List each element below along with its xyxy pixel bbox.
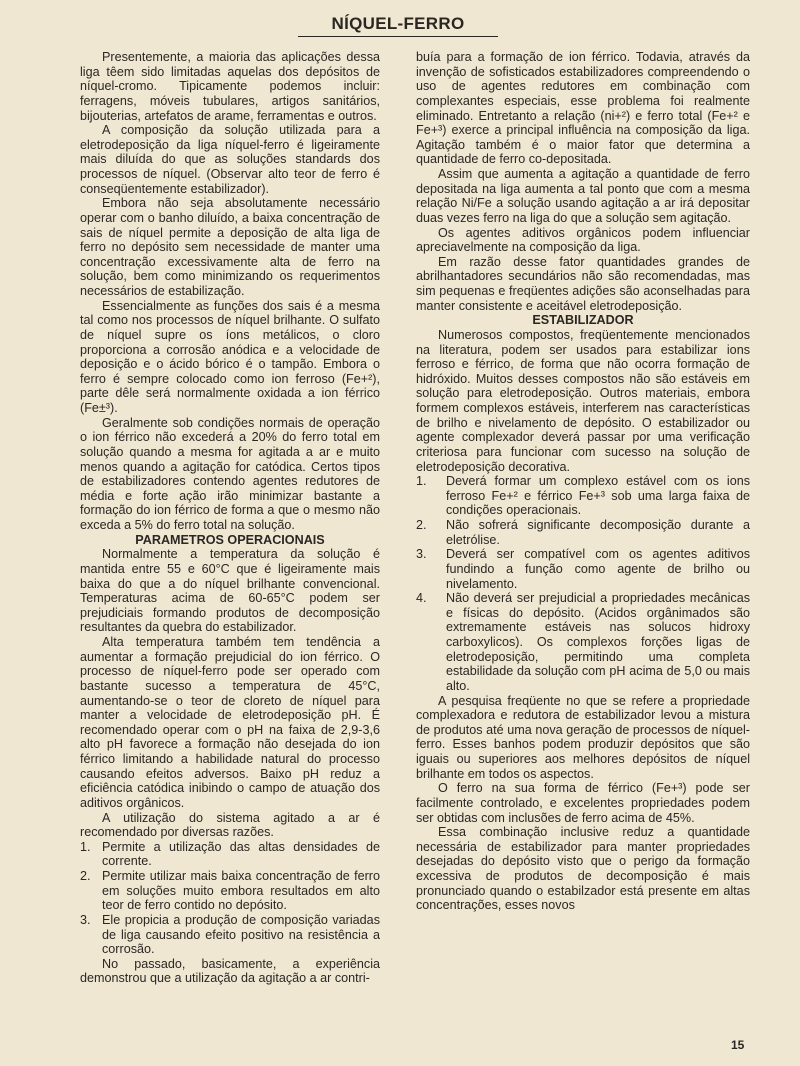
list-text: Deverá formar um complexo estável com os ions ferroso Fe+² e férrico Fe+³ sob uma larga faixa de condições operacionais. [446,474,750,518]
list-item [80,913,380,957]
numbered-list [80,840,380,957]
section-heading: ESTABILIZADOR [532,313,634,328]
list-number: 3. [416,547,427,562]
paragraph: Alta temperatura também tem tendência a aumentar a formação prejudicial do ion férrico. O processo de níquel-ferro pode ser operado com bastante sucesso a temperatura de 45°C, aumentando-se o teor de cloreto de níquel para manter a velocidade de eletrodeposição pH. É recomendado operar com o pH na faixa de 2,9-3,6 alto pH favorece a formação não desejada do ion férrico limitando a habilidade natural do processo causando efeitos adversos. Baixo pH reduz a eficiência catódica inibindo o campo de atuação dos aditivos orgânicos. [80,635,380,810]
list-number: 2. [80,869,91,883]
list-item [416,547,750,591]
list-number: 1. [416,474,427,489]
list-number: 1. [80,839,91,854]
paragraph: Em razão desse fator quantidades grandes de abrilhantadores secundários não são recomendadas, mas sim pequenas e freqüentes adições são aconselhadas para manter consistente e aceitável eletrodeposição. [416,254,750,313]
list-item [416,518,750,547]
paragraph: A utilização do sistema agitado a ar é recomendado por diversas razões. [80,810,380,840]
paragraph: Os agentes aditivos orgânicos podem influenciar apreciavelmente na composição da liga. [416,225,750,255]
list-item [416,591,750,693]
list-text: Não sofrerá significante decomposição durante a eletrólise. [446,518,750,547]
list-text: Deverá ser compatível com os agentes aditivos fundindo a função como agente de brilho ou nivelamento. [446,547,750,591]
page-title: NÍQUEL-FERRO [298,12,498,37]
paragraph: Numerosos compostos, freqüentemente mencionados na literatura, podem ser usados para estabilizar ions ferroso e férrico, de forma que não ocorra formação de hidróxido. Muitos desses compostos não são estáveis em solução para eletrodeposição. Outros materiais, embora formem complexos estáveis, interferem nas características de brilho e nivelamento de depósito. O estabilizador ou agente complexador deverá passar por uma verificação criteriosa para funcionar com sucesso na solução de eletrodeposição decorativa. [416,327,750,474]
list-item [80,869,380,913]
paragraph: O ferro na sua forma de férrico (Fe+³) pode ser facilmente controlado, e excelentes propriedades podem ser obtidas com inclusões de ferro acima de 45%. [416,781,750,825]
paragraph: A composição da solução utilizada para a eletrodeposição da liga níquel-ferro é ligeiramente mais diluída do que as soluções standards dos processos de níquel. (Observar alto teor de ferro é conseqüentemente estabilizador). [80,123,380,196]
paragraph: Presentemente, a maioria das aplicações dessa liga têem sido limitadas aquelas dos depósitos de níquel-cromo. Tipicamente podemos incluir: ferragens, móveis tubulares, artigos sanitários, bijouterias, artefatos de arame, ferramentas e outros. [80,50,380,123]
paragraph: Normalmente a temperatura da solução é mantida entre 55 e 60°C que é ligeiramente mais baixa do que a do níquel brilhante convencional. Temperaturas acima de 60-65°C podem ser prejudiciais formando produtos de decomposição resultantes da quebra do estabilizador. [80,547,380,635]
list-number: 4. [416,591,427,606]
page-number: 15 [731,1038,745,1052]
paragraph: Geralmente sob condições normais de operação o ion férrico não excederá a 20% do ferro total em solução quando a mesma for agitada a ar e muito menos quando a agitação for catódica. Certos tipos de estabilizadores contendo agentes redutores de média e forte ação irão minimizar bastante a formação do ion férrico de forma a que o mesmo não exceda a 5% do ferro total na solução. [80,415,380,532]
list-number: 3. [80,912,91,927]
list-item [80,840,380,869]
numbered-list [416,474,750,693]
list-text: Permite utilizar mais baixa concentração de ferro em soluções muito embora resultados em alto teor de ferro contido no depósito. [102,869,380,913]
list-text: Ele propicia a produção de composição variadas de liga causando efeito positivo na resistência a corrosão. [102,912,380,957]
right-column [416,50,750,913]
list-number: 2. [416,518,427,532]
paragraph: Assim que aumenta a agitação a quantidade de ferro depositada na liga aumenta a tal ponto que com a mesma relação Ni/Fe a solução usando agitação a ar irá depositar duas vezes ferro na liga do que a solução sem agitação. [416,167,750,225]
paragraph: A pesquisa freqüente no que se refere a propriedade complexadora e redutora de estabilizador levou a mistura de produtos até uma nova geração de processos de níquel-ferro. Esses banhos podem produzir depósitos que são iguais ou superiores aos melhores depósitos de níquel brilhante em todos os aspectos. [416,693,750,781]
list-item [416,474,750,518]
paragraph: No passado, basicamente, a experiência demonstrou que a utilização da agitação a ar contri- [80,956,380,986]
paragraph: Essa combinação inclusive reduz a quantidade necessária de estabilizador para manter propriedades desejadas do depósito visto que o perigo da formação excessiva de produtos de decomposição é mais pronunciado quando o estabilzador está presente em altas concentrações, esses novos [416,825,750,913]
paragraph: Embora não seja absolutamente necessário operar com o banho diluído, a baixa concentração de sais de níquel permite a deposição de alta liga de ferro no depósito sem necessidade de manter uma concentração excessivamente alta de ferro na solução, bem como minimizando os requerimentos necessários de estabilização. [80,196,380,298]
list-text: Permite a utilização das altas densidades de corrente. [102,839,380,869]
list-text: Não deverá ser prejudicial a propriedades mecânicas e físicas do depósito. (Acidos orgânimados são extremamente estáveis nas solucos hidroxy carboxylicos). Os complexos forções ligas de eletrodeposição, permitindo uma completa estabilidade da solução com pH acima de 5,0 ou mais alto. [446,591,750,693]
paragraph: buía para a formação de ion férrico. Todavia, através da invenção de sofisticados estabilizadores compreendendo o uso de agentes redutores em combinação com complexantes especiais, esse problema foi realmente eliminado. Entretanto a relação (ni+²) e ferro total (Fe+² e Fe+³) exerce a principal influência na composição da liga. Agitação também é o maior fator que determina a quantidade de ferro co-depositada. [416,50,750,167]
section-heading: PARAMETROS OPERACIONAIS [135,532,325,547]
left-column [80,50,380,986]
paragraph: Essencialmente as funções dos sais é a mesma tal como nos processos de níquel brilhante. O sulfato de níquel supre os íons metálicos, o cloro proporciona a corrosão anódica e a velocidade de deposição e o ácido bórico é o tampão. Embora o ferro é sempre colocado como ion ferroso (Fe+²), parte dêle será normalmente oxidada a ion férrico (Fe±³). [80,298,380,415]
